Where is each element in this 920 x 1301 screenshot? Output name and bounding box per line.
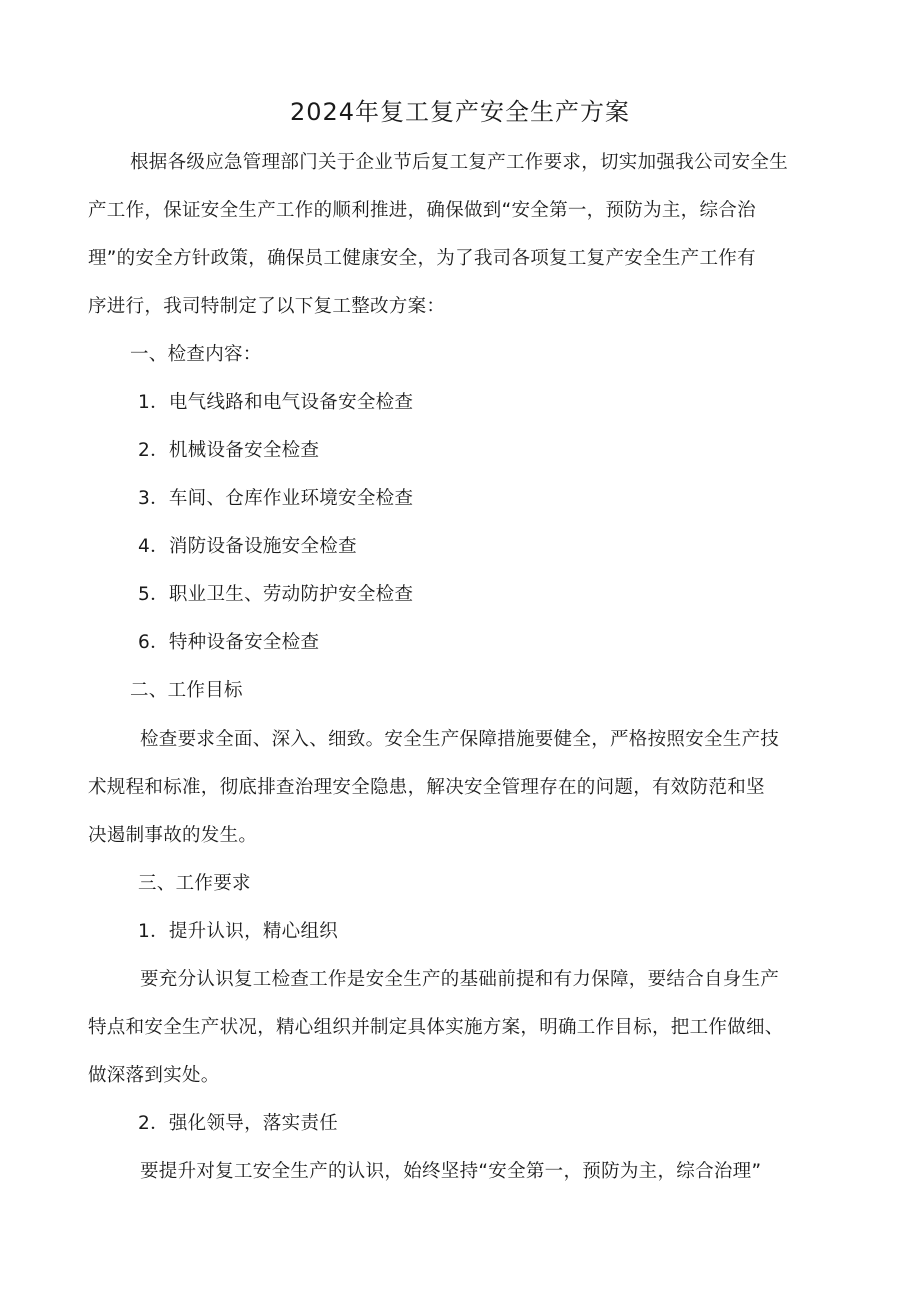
check-item-2: 2．机械设备安全检查	[138, 440, 320, 461]
goal-line-1: 检查要求全面、深入、细致。安全生产保障措施要健全，严格按照安全生产技	[140, 729, 780, 750]
requirement-1-line-3: 做深落到实处。	[88, 1065, 220, 1086]
requirement-2-line-1: 要提升对复工安全生产的认识，始终坚持“安全第一，预防为主，综合治理”	[140, 1161, 762, 1182]
goal-line-3: 决遏制事故的发生。	[88, 825, 258, 846]
check-item-4: 4．消防设备设施安全检查	[138, 536, 357, 557]
check-item-1: 1．电气线路和电气设备安全检查	[138, 392, 414, 413]
check-item-6: 6．特种设备安全检查	[138, 632, 320, 653]
section-1-heading: 一、检查内容：	[130, 344, 262, 365]
requirement-2-heading: 2．强化领导，落实责任	[138, 1113, 339, 1134]
intro-line-4: 序进行，我司特制定了以下复工整改方案：	[88, 296, 446, 317]
requirement-1-line-2: 特点和安全生产状况，精心组织并制定具体实施方案，明确工作目标，把工作做细、	[88, 1017, 784, 1038]
document-title: 2024年复工复产安全生产方案	[289, 98, 631, 126]
intro-line-2: 产工作，保证安全生产工作的顺利推进，确保做到“安全第一，预防为主，综合治	[88, 200, 756, 221]
section-3-heading: 三、工作要求	[138, 873, 251, 894]
check-item-5: 5．职业卫生、劳动防护安全检查	[138, 584, 414, 605]
requirement-1-line-1: 要充分认识复工检查工作是安全生产的基础前提和有力保障，要结合自身生产	[140, 969, 780, 990]
requirement-1-heading: 1．提升认识，精心组织	[138, 921, 339, 942]
section-2-heading: 二、工作目标	[130, 680, 243, 701]
intro-line-3: 理”的安全方针政策，确保员工健康安全，为了我司各项复工复产安全生产工作有	[88, 248, 756, 269]
check-item-3: 3．车间、仓库作业环境安全检查	[138, 488, 414, 509]
intro-line-1: 根据各级应急管理部门关于企业节后复工复产工作要求，切实加强我公司安全生	[130, 152, 789, 173]
goal-line-2: 术规程和标准，彻底排查治理安全隐患，解决安全管理存在的问题，有效防范和坚	[88, 777, 765, 798]
